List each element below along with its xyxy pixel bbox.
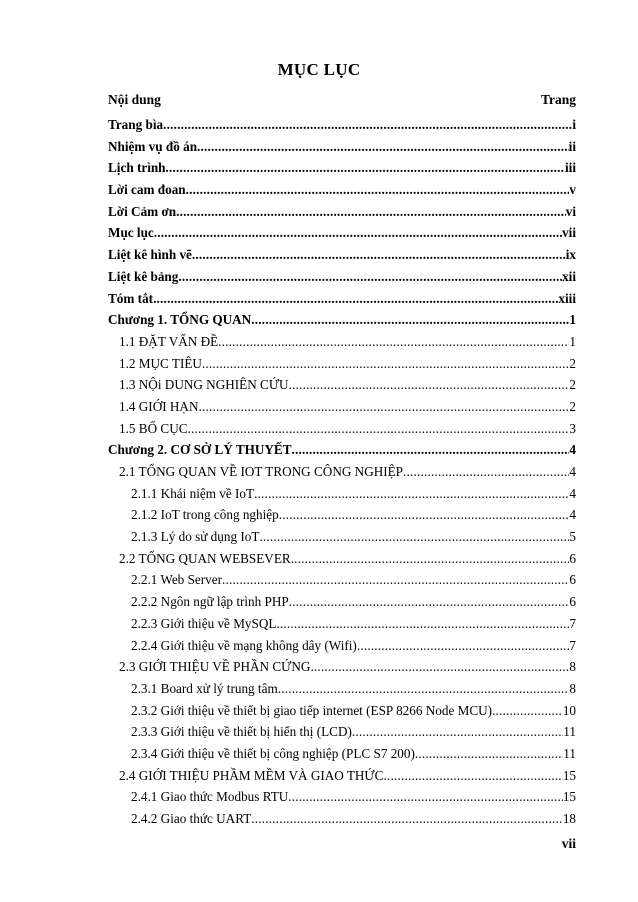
toc-entry[interactable] xyxy=(108,114,576,136)
toc-header xyxy=(108,92,576,110)
dot-leader xyxy=(492,700,563,722)
dot-leader xyxy=(288,786,563,808)
dot-leader xyxy=(188,418,570,440)
dot-leader xyxy=(279,504,570,526)
dot-leader xyxy=(251,309,569,331)
toc-entry-page: 11 xyxy=(563,724,576,740)
toc-entry-title: 2.2.4 Giới thiệu về mạng không dây (Wifi) xyxy=(131,637,357,653)
toc-entry-page: vii xyxy=(562,225,576,241)
toc-entry-title: 1.5 BỐ CỤC xyxy=(119,420,188,436)
toc-entry-title: 2.4.1 Giao thức Modbus RTU xyxy=(131,789,289,805)
toc-entry-page: 6 xyxy=(569,594,576,610)
toc-entry-title: 2.3.1 Board xử lý trung tâm xyxy=(131,680,278,696)
toc-entry[interactable] xyxy=(108,483,576,505)
toc-entry-title: Chương 2. CƠ SỞ LÝ THUYẾT xyxy=(108,442,292,458)
toc-entry[interactable] xyxy=(108,635,576,657)
toc-entry-title: 2.3 GIỚI THIỆU VỀ PHẦN CỨNG xyxy=(119,659,311,675)
toc-entry[interactable] xyxy=(108,418,576,440)
toc-entry[interactable] xyxy=(108,700,576,722)
toc-entry-page: ix xyxy=(565,247,576,263)
toc-entry-page: ii xyxy=(568,138,576,154)
toc-entry-page: 6 xyxy=(569,572,576,588)
toc-header-page-label: Trang xyxy=(540,92,576,107)
toc-entry-title: 1.4 GIỚI HẠN xyxy=(119,398,199,414)
toc-entry[interactable] xyxy=(108,288,576,310)
dot-leader xyxy=(289,374,570,396)
dot-leader xyxy=(276,613,569,635)
toc-entry-title: 2.1.1 Khái niệm về IoT xyxy=(131,485,255,501)
toc-entry[interactable] xyxy=(108,439,576,461)
toc-entry-page: vi xyxy=(565,203,576,219)
toc-entry-title: Lịch trình xyxy=(108,160,166,176)
dot-leader xyxy=(154,222,562,244)
toc-entry-page: 5 xyxy=(569,529,576,545)
dot-leader xyxy=(222,569,569,591)
toc-entry[interactable] xyxy=(108,765,576,787)
toc-entry-page: 2 xyxy=(569,398,576,414)
toc-entry-page: 2 xyxy=(569,377,576,393)
page-number: vii xyxy=(561,836,576,851)
dot-leader xyxy=(403,461,569,483)
toc-entry-page: 6 xyxy=(569,550,576,566)
dot-leader xyxy=(153,288,558,310)
dot-leader xyxy=(352,721,563,743)
toc-entry[interactable] xyxy=(108,157,576,179)
toc-entry-title: 2.1 TỔNG QUAN VỀ IOT TRONG CÔNG NGHIỆP xyxy=(119,464,404,479)
toc-entry[interactable] xyxy=(108,461,576,483)
toc-entry-title: 2.4 GIỚI THIỆU PHẦM MỀM VÀ GIAO THỨC xyxy=(119,767,384,783)
dot-leader xyxy=(278,678,570,700)
toc-entry-title: Mục lục xyxy=(108,225,154,241)
toc-entry-title: 1.1 ĐẶT VẤN ĐỀ xyxy=(119,333,219,349)
dot-leader xyxy=(251,808,563,830)
dot-leader xyxy=(186,179,570,201)
toc-entry-title: Liệt kê hình vẽ xyxy=(108,247,192,263)
toc-entry-title: 2.2.3 Giới thiệu về MySQL xyxy=(131,615,277,631)
dot-leader xyxy=(259,526,569,548)
toc-entry-title: Nhiệm vụ đồ án xyxy=(108,138,198,154)
toc-entry[interactable] xyxy=(108,179,576,201)
toc-entry[interactable] xyxy=(108,396,576,418)
dot-leader xyxy=(198,396,569,418)
toc-entry[interactable] xyxy=(108,548,576,570)
toc-entry-page: 15 xyxy=(562,767,576,783)
toc-entry[interactable] xyxy=(108,721,576,743)
page-title: MỤC LỤC xyxy=(277,60,361,79)
toc-entry-title: Trang bìa xyxy=(108,117,164,132)
dot-leader xyxy=(383,765,562,787)
toc-entry-page: 11 xyxy=(563,745,576,761)
toc-entry-page: 4 xyxy=(569,442,576,458)
toc-entry[interactable] xyxy=(108,678,576,700)
toc-entry[interactable] xyxy=(108,569,576,591)
toc-entry-page: 4 xyxy=(569,464,576,479)
toc-entry[interactable] xyxy=(108,613,576,635)
toc-entry[interactable] xyxy=(108,353,576,375)
toc-entry-page: 1 xyxy=(569,312,576,328)
toc-entry[interactable] xyxy=(108,331,576,353)
toc-entry[interactable] xyxy=(108,136,576,158)
toc-entry[interactable] xyxy=(108,504,576,526)
toc-entry[interactable] xyxy=(108,743,576,765)
toc-entry[interactable] xyxy=(108,808,576,830)
dot-leader xyxy=(202,353,569,375)
dot-leader xyxy=(163,114,572,136)
toc-entry[interactable] xyxy=(108,786,576,808)
toc-entry[interactable] xyxy=(108,244,576,266)
toc-entry[interactable] xyxy=(108,309,576,331)
toc-entry[interactable] xyxy=(108,656,576,678)
toc-entry[interactable] xyxy=(108,266,576,288)
dot-leader xyxy=(218,331,569,353)
toc-entry-title: 2.3.4 Giới thiệu về thiết bị công nghiệp (PLC S7 200) xyxy=(131,745,415,761)
dot-leader xyxy=(254,483,569,505)
dot-leader xyxy=(310,656,569,678)
toc-entry-page: 18 xyxy=(562,811,576,826)
toc-entry-title: 1.2 MỤC TIÊU xyxy=(119,355,202,371)
toc-entry-title: 2.1.3 Lý do sử dụng IoT xyxy=(131,529,260,545)
toc-entry-title: Tóm tắt xyxy=(108,290,154,306)
toc-entry-title: 2.3.2 Giới thiệu về thiết bị giao tiếp internet (ESP 8266 Node MCU) xyxy=(131,702,493,718)
toc-entry[interactable] xyxy=(108,526,576,548)
dot-leader xyxy=(192,244,566,266)
toc-entry-page: 7 xyxy=(569,637,576,653)
toc-entry-page: 8 xyxy=(569,659,576,675)
toc-entry-page: 4 xyxy=(569,507,576,523)
dot-leader xyxy=(357,635,570,657)
toc-entry[interactable] xyxy=(108,591,576,613)
toc-entry-page: 10 xyxy=(562,702,576,718)
toc-entry-page: 7 xyxy=(569,615,576,631)
dot-leader xyxy=(178,266,562,288)
toc-entry[interactable] xyxy=(108,374,576,396)
toc-entry-page: 8 xyxy=(569,680,576,696)
table-of-contents xyxy=(108,114,576,830)
dot-leader xyxy=(291,548,570,570)
toc-entry-page: 3 xyxy=(569,420,576,436)
toc-entry[interactable] xyxy=(108,201,576,223)
toc-entry-page: 15 xyxy=(562,789,576,805)
dot-leader xyxy=(166,157,565,179)
toc-entry-title: 2.1.2 IoT trong công nghiệp xyxy=(131,507,279,523)
dot-leader xyxy=(292,439,570,461)
toc-header-content-label: Nội dung xyxy=(108,92,161,107)
toc-entry-page: 1 xyxy=(569,333,576,349)
toc-entry-title: 1.3 NỘi DUNG NGHIÊN CỨU xyxy=(119,377,289,393)
toc-entry-page: v xyxy=(569,182,576,198)
toc-entry-page: i xyxy=(572,117,576,132)
toc-entry-title: Lời cam đoan xyxy=(108,182,186,198)
toc-entry-title: 2.4.2 Giao thức UART xyxy=(131,811,252,826)
toc-entry-page: 4 xyxy=(569,485,576,501)
toc-entry-title: Liệt kê bảng xyxy=(108,268,179,284)
toc-entry-page: iii xyxy=(565,160,576,176)
toc-entry-title: 2.2 TỔNG QUAN WEBSEVER xyxy=(119,550,291,566)
toc-entry-title: Lời Cảm ơn xyxy=(108,203,177,219)
dot-leader xyxy=(415,743,563,765)
toc-entry-title: 2.2.1 Web Server xyxy=(131,572,222,588)
toc-entry-page: 2 xyxy=(569,355,576,371)
toc-entry-page: xiii xyxy=(558,290,576,306)
dot-leader xyxy=(176,201,566,223)
toc-entry[interactable] xyxy=(108,222,576,244)
dot-leader xyxy=(289,591,570,613)
toc-entry-title: 2.3.3 Giới thiệu về thiết bị hiển thị (LCD) xyxy=(131,724,352,740)
toc-entry-title: 2.2.2 Ngôn ngữ lập trình PHP xyxy=(131,594,289,610)
toc-entry-page: xii xyxy=(562,268,576,284)
toc-entry-title: Chương 1. TỔNG QUAN xyxy=(108,312,252,328)
dot-leader xyxy=(197,136,569,158)
